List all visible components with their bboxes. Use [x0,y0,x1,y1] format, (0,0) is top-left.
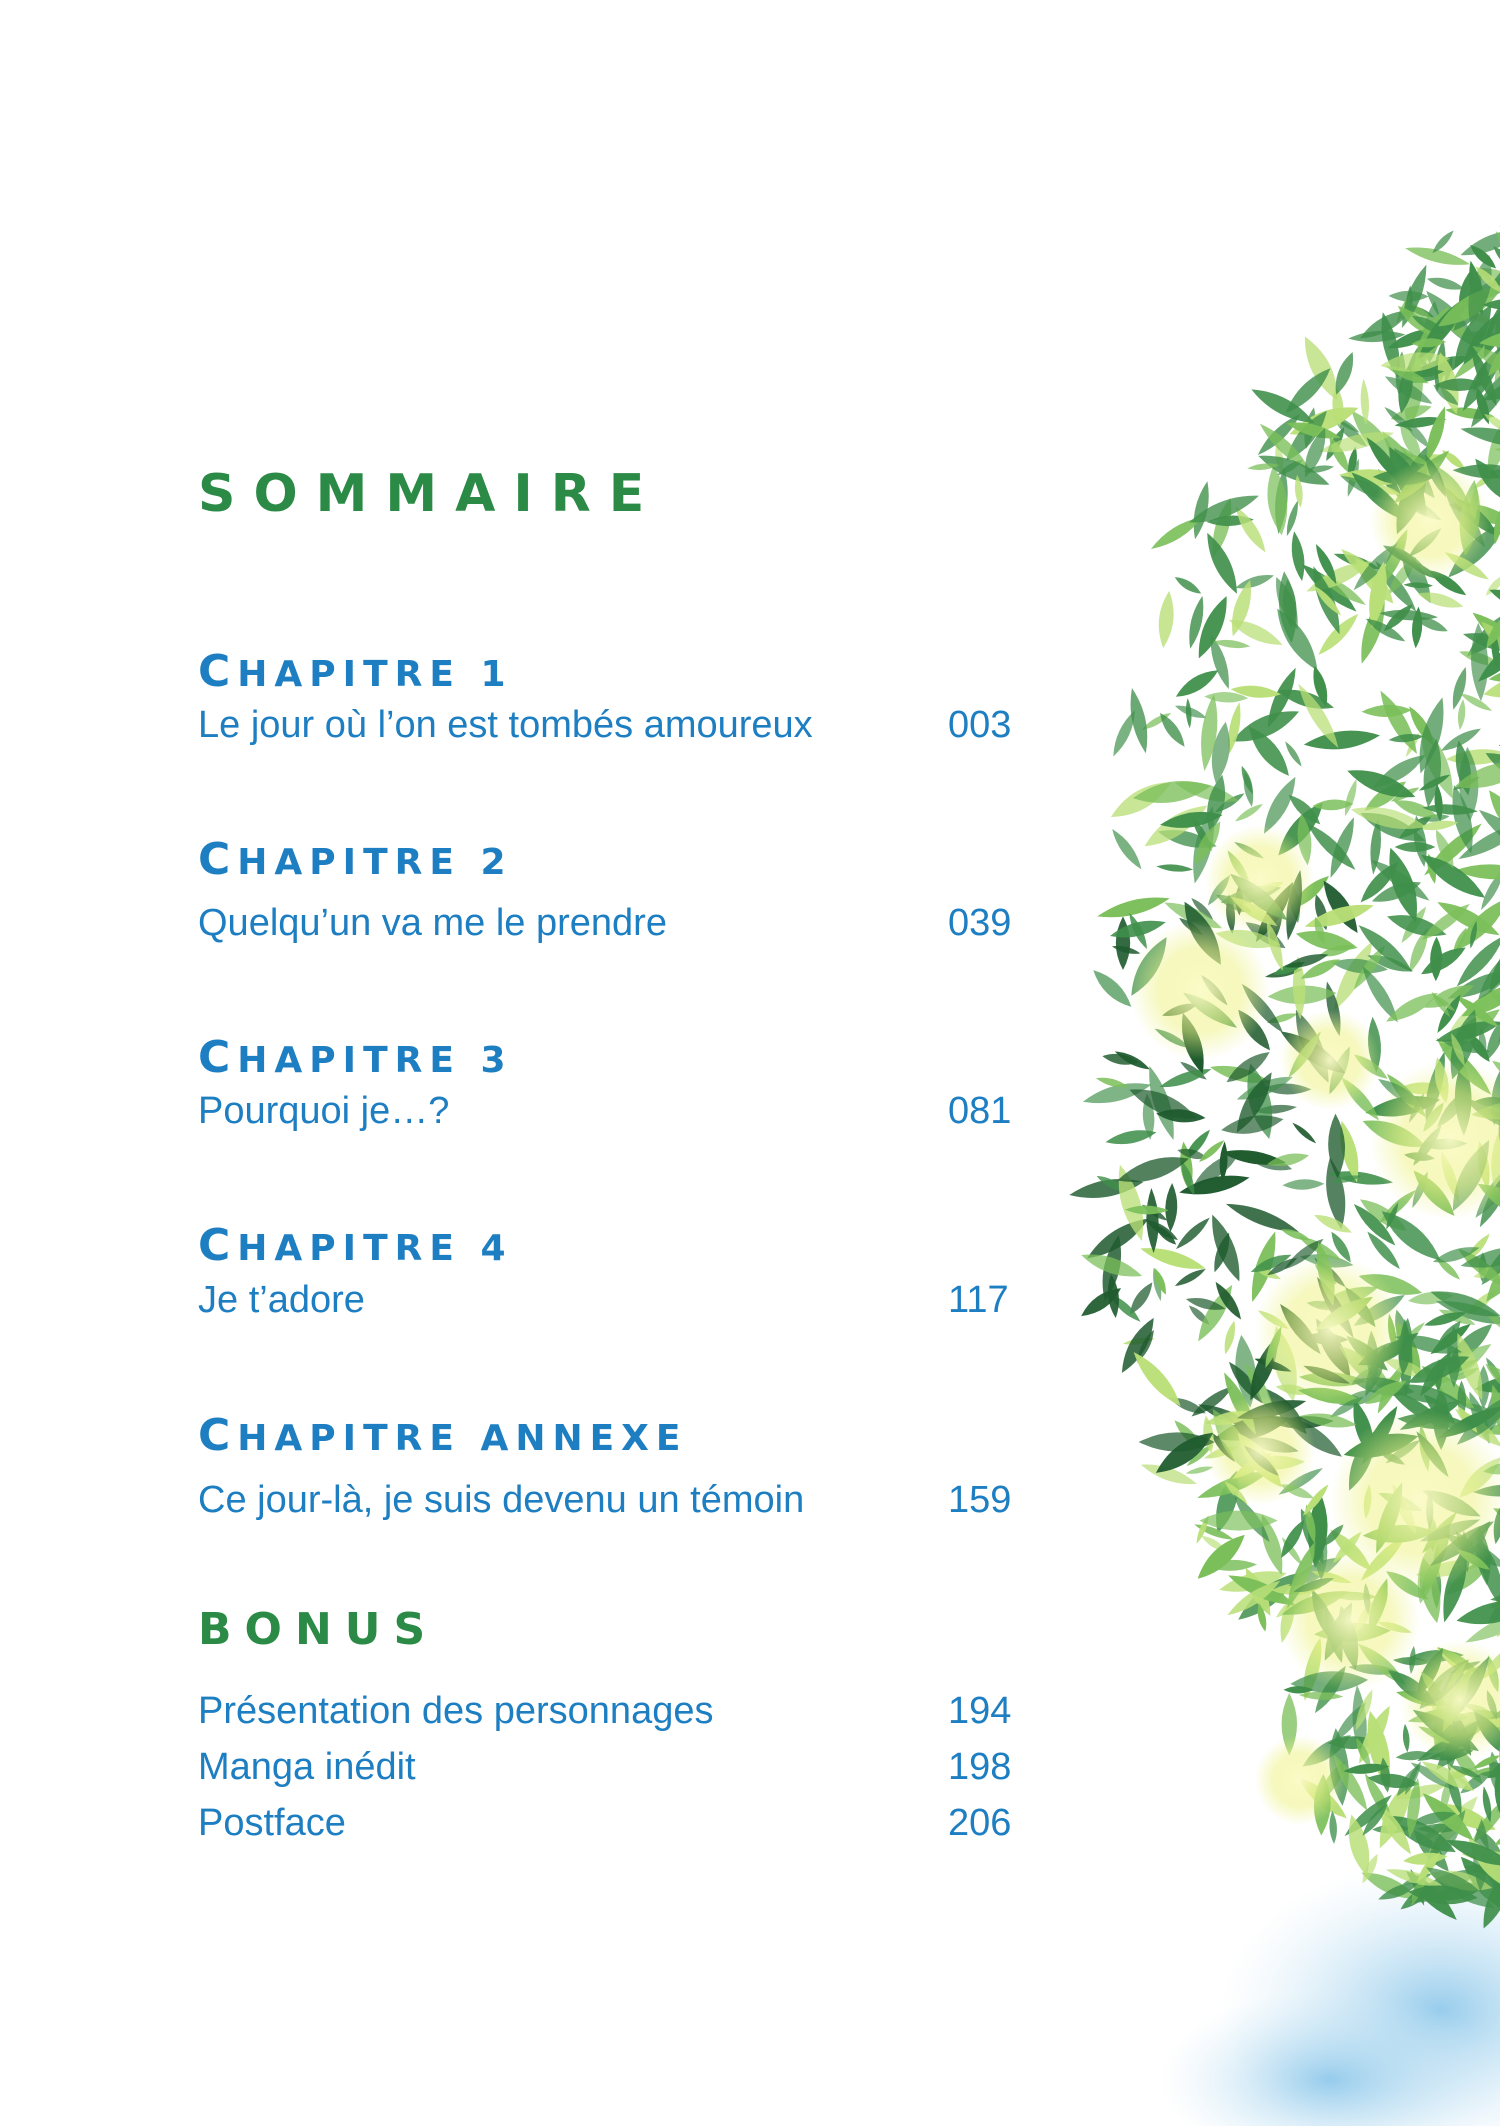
chapter-1-heading-label: HAPITRE 1 [237,654,513,695]
chapter-2-title: Quelqu’un va me le prendre [198,902,667,944]
chapter-4-page-number: 117 [948,1279,1009,1321]
leaf-shape [1173,1214,1213,1252]
leaf-shape [1283,740,1304,768]
chapter-annexe-heading-label: HAPITRE ANNEXE [237,1418,688,1459]
leaf-shape [1138,1242,1207,1275]
bonus-item-title: Manga inédit [198,1746,416,1788]
leaf-shape [1329,1811,1338,1844]
chapter-annexe-heading-initial: C [198,1410,238,1461]
leaf-shape [1164,1183,1178,1232]
leaf-shape [1204,1211,1247,1284]
bonus-item-title: Postface [198,1802,346,1844]
leaf-shape [1128,1347,1187,1411]
leaf-shape [1282,1179,1324,1191]
leaf-shape [1156,710,1189,750]
leaf-shape [1288,530,1307,582]
leaf-shape [1269,604,1325,676]
light-glow-shape [1255,1255,1405,1405]
bonus-item-title: Présentation des personnages [198,1690,714,1732]
chapter-4-title: Je t’adore [198,1279,365,1321]
light-glow-shape [1130,920,1270,1060]
chapter-1-page-number: 003 [948,704,1012,746]
chapter-1-heading-initial: C [198,646,238,697]
leaf-shape [1456,699,1466,731]
leaf-shape [1156,590,1176,649]
chapter-2-heading [198,834,513,885]
leaf-shape [1303,727,1381,754]
light-glow-shape [1205,825,1315,935]
chapter-annexe-heading [198,1410,688,1461]
chapter-4-heading [198,1220,513,1271]
leaf-shape [1145,1188,1160,1254]
leaf-shape [1116,916,1130,970]
light-glow-shape [1205,1395,1315,1505]
chapter-3-page-number: 081 [948,1090,1012,1132]
leaf-shape [1088,965,1136,1012]
leaf-shape [1185,698,1193,729]
chapter-1-heading [198,646,513,697]
bonus-item-page-number: 198 [948,1746,1012,1788]
leaf-shape [1173,1266,1207,1289]
chapter-3-heading [198,1032,513,1083]
leaf-shape [1173,574,1204,598]
chapter-4-heading-label: HAPITRE 4 [237,1228,513,1269]
chapter-4-heading-initial: C [198,1220,238,1271]
light-glow-shape [1280,1010,1380,1110]
leaf-shape [1233,801,1264,824]
chapter-2-heading-label: HAPITRE 2 [237,842,513,883]
chapter-3-heading-label: HAPITRE 3 [237,1040,513,1081]
chapter-3-title: Pourquoi je…? [198,1090,450,1132]
leaf-shape [1291,1121,1318,1146]
leaf-shape [1234,571,1276,593]
leaf-shape [1108,826,1146,872]
leaf-shape [1426,274,1466,293]
bonus-item-page-number: 194 [948,1690,1012,1732]
leaf-shape [1449,666,1471,711]
chapter-3-heading-initial: C [198,1032,238,1083]
light-glow-shape [1370,460,1490,580]
bonus-heading: BONUS [198,1604,439,1655]
leaf-shape [1361,704,1412,718]
chapter-annexe-title: Ce jour-là, je suis devenu un témoin [198,1479,805,1521]
chapter-1-title: Le jour où l’on est tombés amoureux [198,704,813,746]
chapter-2-heading-initial: C [198,834,238,885]
page-title: SOMMAIRE [198,464,663,524]
bonus-item-page-number: 206 [948,1802,1012,1844]
chapter-2-page-number: 039 [948,902,1012,944]
light-glow-shape [1255,1735,1345,1825]
leaf-shape [1221,1320,1238,1356]
chapter-annexe-page-number: 159 [948,1479,1012,1521]
leaf-shape [1156,863,1193,873]
light-glow-shape [1280,1550,1420,1690]
